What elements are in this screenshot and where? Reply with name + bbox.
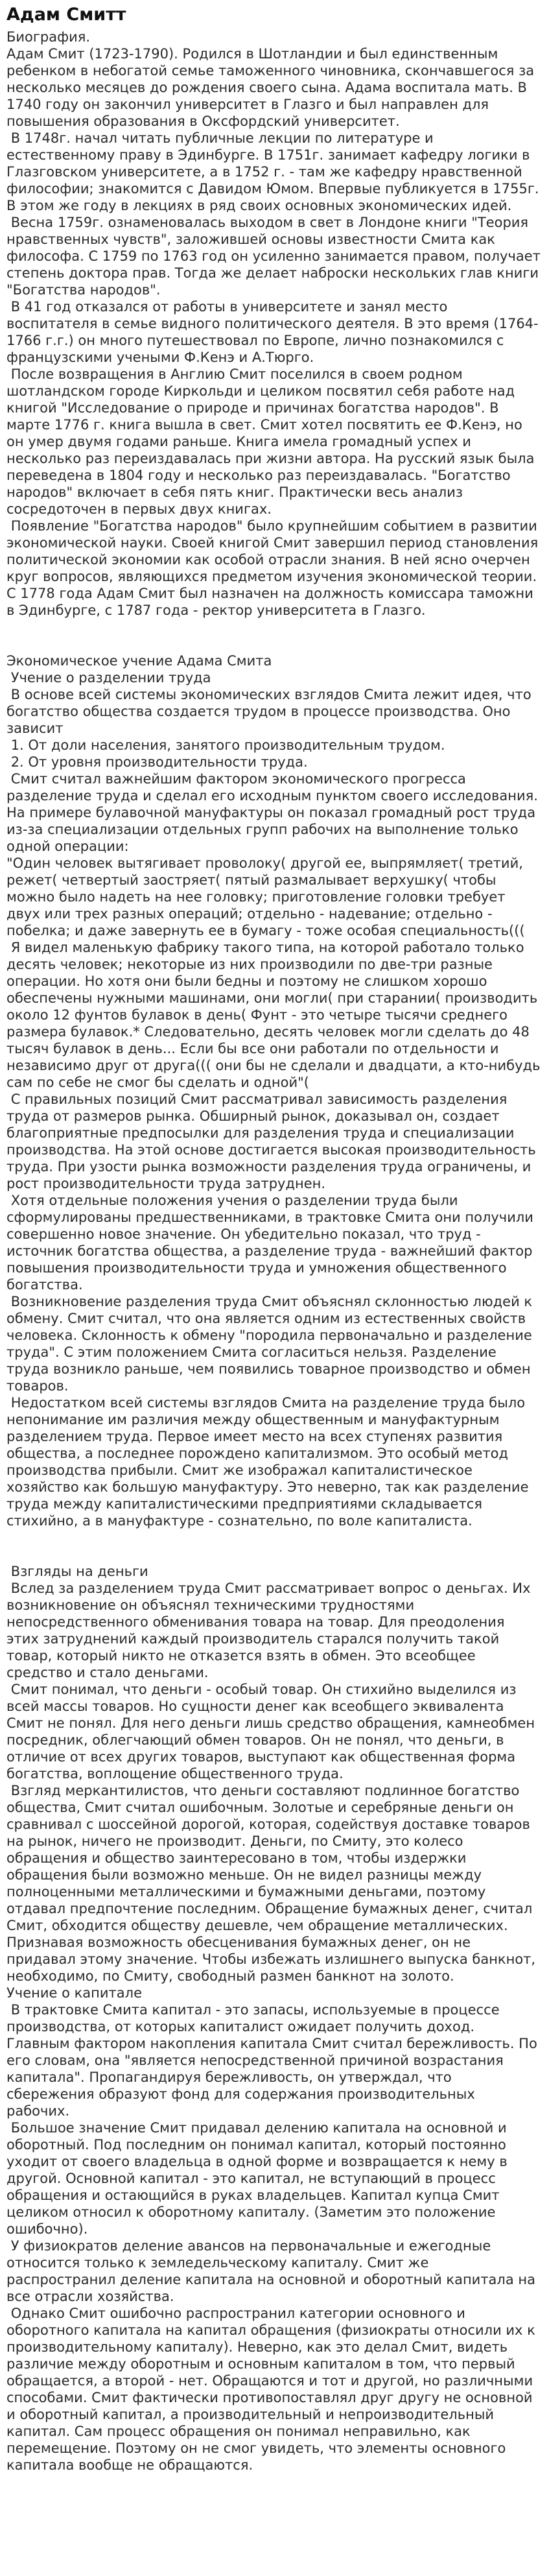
paragraph: 2. От уровня производительности труда. xyxy=(6,754,308,770)
paragraph: "Один человек вытягивает проволоку( другой ее, выпрямляет( третий, режет( четвертый заостряет( пятый размалывает верхушку( чтобы можно было надеть на нее головку; приготовление головки требует двух или трех разных операций; отдельно - надевание; отдельно - побелка; и даже завернуть ее в бумагу - тоже особая специальность((( xyxy=(6,855,528,938)
paragraph: Большое значение Смит придавал делению капитала на основной и оборотный. Под последним он понимал капитал, который постоянно уходит от своего владельца в одной форме и возвращается к нему в другой. Основной капитал - это капитал, не вступающий в процесс обращения и остающийся в руках владельцев. Капитал купца Смит целиком относил к оборотному капиталу. (Заметим это положение ошибочно). xyxy=(6,2120,512,2237)
paragraph: Смит считал важнейшим фактором экономического прогресса разделение труда и сделал его исходным пунктом своего исследования. На примере булавочной мануфактуры он показал громадный рост труда из-за специализации отдельных групп рабочих на выполнение только одной операции: xyxy=(6,771,543,854)
paragraph: Смит понимал, что деньги - особый товар. Он стихийно выделился из всей массы товаров. Но сущности денег как всеобщего эквивалента Смит не понял. Для него деньги лишь средство обращения, камнеобмен посредник, облегчающий обмен товаров. Он не понял, что деньги, в отличие от всех других товаров, выступают как общественная форма богатства, воплощение общественного труда. xyxy=(6,1682,539,1782)
paragraph: У физиократов деление авансов на первоначальные и ежегодные относится только к земледельческому капиталу. Смит же распространил деление капитала на основной и оборотный капитала на все отрасли хозяйства. xyxy=(6,2238,540,2304)
paragraph: Однако Смит ошибочно распространил категории основного и оборотного капитала на капитал обращения (физиократы относили их к производительному капиталу). Неверно, как это делал Смит, видеть различие между оборотным и основным капиталом в том, что первый обращается, а второй - нет. Обращаются и тот и другой, но различными способами. Смит фактически противопоставлял друг другу не основной и оборотный капитал, а производительный и непроизводительный капитал. Сам процесс обращения он понимал неправильно, как перемещение. Поэтому он не смог увидеть, что элементы основного капитала вообще не обращаются. xyxy=(6,2306,540,2473)
paragraph: Учение о разделении труда xyxy=(6,670,211,686)
paragraph: Взгляд меркантилистов, что деньги составляют подлинное богатство общества, Смит считал ошибочным. Золотые и серебряные деньги он сравнивал с шоссейной дорогой, которая, содействуя доставке товаров на рынок, ничего не производит. Деньги, по Смиту, это колесо обращения и общество заинтересовано в том, чтобы издержки обращения были возможно меньше. Он не видел разницы между полноценными металлическими и бумажными деньгами, поэтому отдавал предпочтение последним. Обращение бумажных денег, считал Смит, обходится обществу дешевле, чем обращение металлических. Признавая возможность обесценивания бумажных денег, он не придавал этому значение. Чтобы избежать излишнего выпуска банкнот, необходимо, по Смиту, свободный размен банкнот на золото. xyxy=(6,1783,540,1984)
paragraph: 1. От доли населения, занятого производительным трудом. xyxy=(6,737,445,753)
paragraph: Недостатком всей системы взглядов Смита на разделение труда было непонимание им различия между общественным и мануфактурным разделением труда. Первое имеет место на всех ступенях развития общества, а последнее порождено капитализмом. Это особый метод производства прибыли. Смит же изображал капиталистическое хозяйство как большую мануфактуру. Это неверно, так как разделение труда между капиталистическими предприятиями складывается стихийно, а в мануфактуре - сознательно, по воле капиталиста. xyxy=(6,1395,533,1529)
paragraph: Биография. xyxy=(6,29,91,45)
paragraph: Хотя отдельные положения учения о разделении труда были сформулированы предшественниками, в трактовке Смита они получили совершенно новое значение. Он убедительно показал, что труд - источник богатства общества, а разделение труда - важнейший фактор повышения производительности труда и умножения общественного богатства. xyxy=(6,1193,538,1293)
paragraph: В основе всей системы экономических взглядов Смита лежит идея, что богатство общества создается трудом в процессе производства. Оно зависит xyxy=(6,687,536,736)
paragraph: Экономическое учение Адама Смита xyxy=(6,653,272,669)
paragraph: Взгляды на деньги xyxy=(6,1564,148,1579)
paragraph: После возвращения в Англию Смит поселился в своем родном шотландском городе Киркольди и целиком посвятил себя работе над книгой "Исследование о природе и причинах богатства народов". В марте 1776 г. книга вышла в свет. Смит хотел посвятить ее Ф.Кенэ, но он умер двумя годами раньше. Книга имела громадный успех и несколько раз переиздавалась при жизни автора. На русский язык была переведена в 1804 году и несколько раз переиздавалась. "Богатство народов" включает в себя пять книг. Практически весь анализ сосредоточен в первых двух книгах. xyxy=(6,366,539,517)
article-body xyxy=(6,29,545,2474)
paragraph: Весна 1759г. ознаменовалась выходом в свет в Лондоне книги "Теория нравственных чувств", заложившей основы известности Смита как философа. С 1759 по 1763 год он усиленно занимается правом, получает степень доктора прав. Тогда же делает наброски нескольких глав книги "Богатства народов". xyxy=(6,215,545,298)
paragraph: В 1748г. начал читать публичные лекции по литературе и естественному праву в Эдинбурге. В 1751г. занимает кафедру логики в Глазговском университете, а в 1752 г. - там же кафедру нравственной философии; знакомится с Давидом Юмом. Впервые публикуется в 1755г. В этом же году в лекциях в ряд своих основных экономических идей. xyxy=(6,130,544,213)
paragraph: Адам Смит (1723-1790). Родился в Шотландии и был единственным ребенком в небогатой семье таможенного чиновника, скончавшегося за несколько месяцев до рождения своего сына. Адама воспитала мать. В 1740 году он закончил университет в Глазго и был направлен для повышения образования в Оксфордский университет. xyxy=(6,46,539,129)
paragraph: Возникновение разделения труда Смит объяснял склонностью людей к обмену. Смит считал, что она является одним из естественных свойств человека. Склонность к обмену "породила первоначально и разделение труда". С этим положением Смита согласиться нельзя. Разделение труда возникло раньше, чем появились товарное производство и обмен товаров. xyxy=(6,1294,537,1394)
section-spacer xyxy=(6,1529,541,1563)
paragraph: Вслед за разделением труда Смит рассматривает вопрос о деньгах. Их возникновение он объяснял техническими трудностями непосредственного обменивания товара на товар. Для преодоления этих затруднений каждый производитель старался получить такой товар, который никто не отказется взять в обмен. Это всеобщее средство и стало деньгами. xyxy=(6,1580,535,1680)
paragraph: В трактовке Смита капитал - это запасы, используемые в процессе производства, от которых капиталист ожидает получить доход. Главным фактором накопления капитала Смит считал бережливость. По его словам, она "является непосредственной причиной возрастания капитала". Пропагандируя бережливость, он утверждал, что сбережения образуют фонд для содержания производительных рабочих. xyxy=(6,2002,542,2119)
paragraph: Я видел маленькую фабрику такого типа, на которой работало только десять человек; некоторые из них производили по две-три разные операции. Но хотя они были бедны и поэтому не слишком хорошо обеспечены нужными машинами, они могли( при старании( производить около 12 фунтов булавок в день( Фунт - это четыре тысячи среднего размера булавок.* Следовательно, десять человек могли сделать до 48 тысяч булавок в день... Если бы все они работали по отдельности и независимо друг от друга((( они бы не сделали и двадцати, а кто-нибудь сам по себе не смог бы сделать и одной"( xyxy=(6,940,545,1090)
paragraph: Появление "Богатства народов" было крупнейшим событием в развитии экономической науки. Своей книгой Смит завершил период становления политической экономии как особой отрасли знания. В ней ясно очерчен круг вопросов, являющихся предметом изучения экономической теории. С 1778 года Адам Смит был назначен на должность комиссара таможни в Эдинбурге, с 1787 года - ректор университета в Глазго. xyxy=(6,518,543,618)
page-title: Адам Смитт xyxy=(6,5,126,25)
paragraph: Учение о капитале xyxy=(6,1985,142,2001)
paragraph: С правильных позиций Смит рассматривал зависимость разделения труда от размеров рынка. Обширный рынок, доказывал он, создает благоприятные предпосылки для разделения труда и специализации производства. На этой основе достигается высокая производительность труда. При узости рынка возможности разделения труда ограничены, и рост производительности труда затруднен. xyxy=(6,1091,541,1191)
section-spacer xyxy=(6,619,541,652)
paragraph: В 41 год отказался от работы в университете и занял место воспитателя в семье видного политического деятеля. В это время (1764-1766 г.г.) он много путешествовал по Европе, лично познакомился с французскими учеными Ф.Кенэ и А.Тюрго. xyxy=(6,299,539,365)
